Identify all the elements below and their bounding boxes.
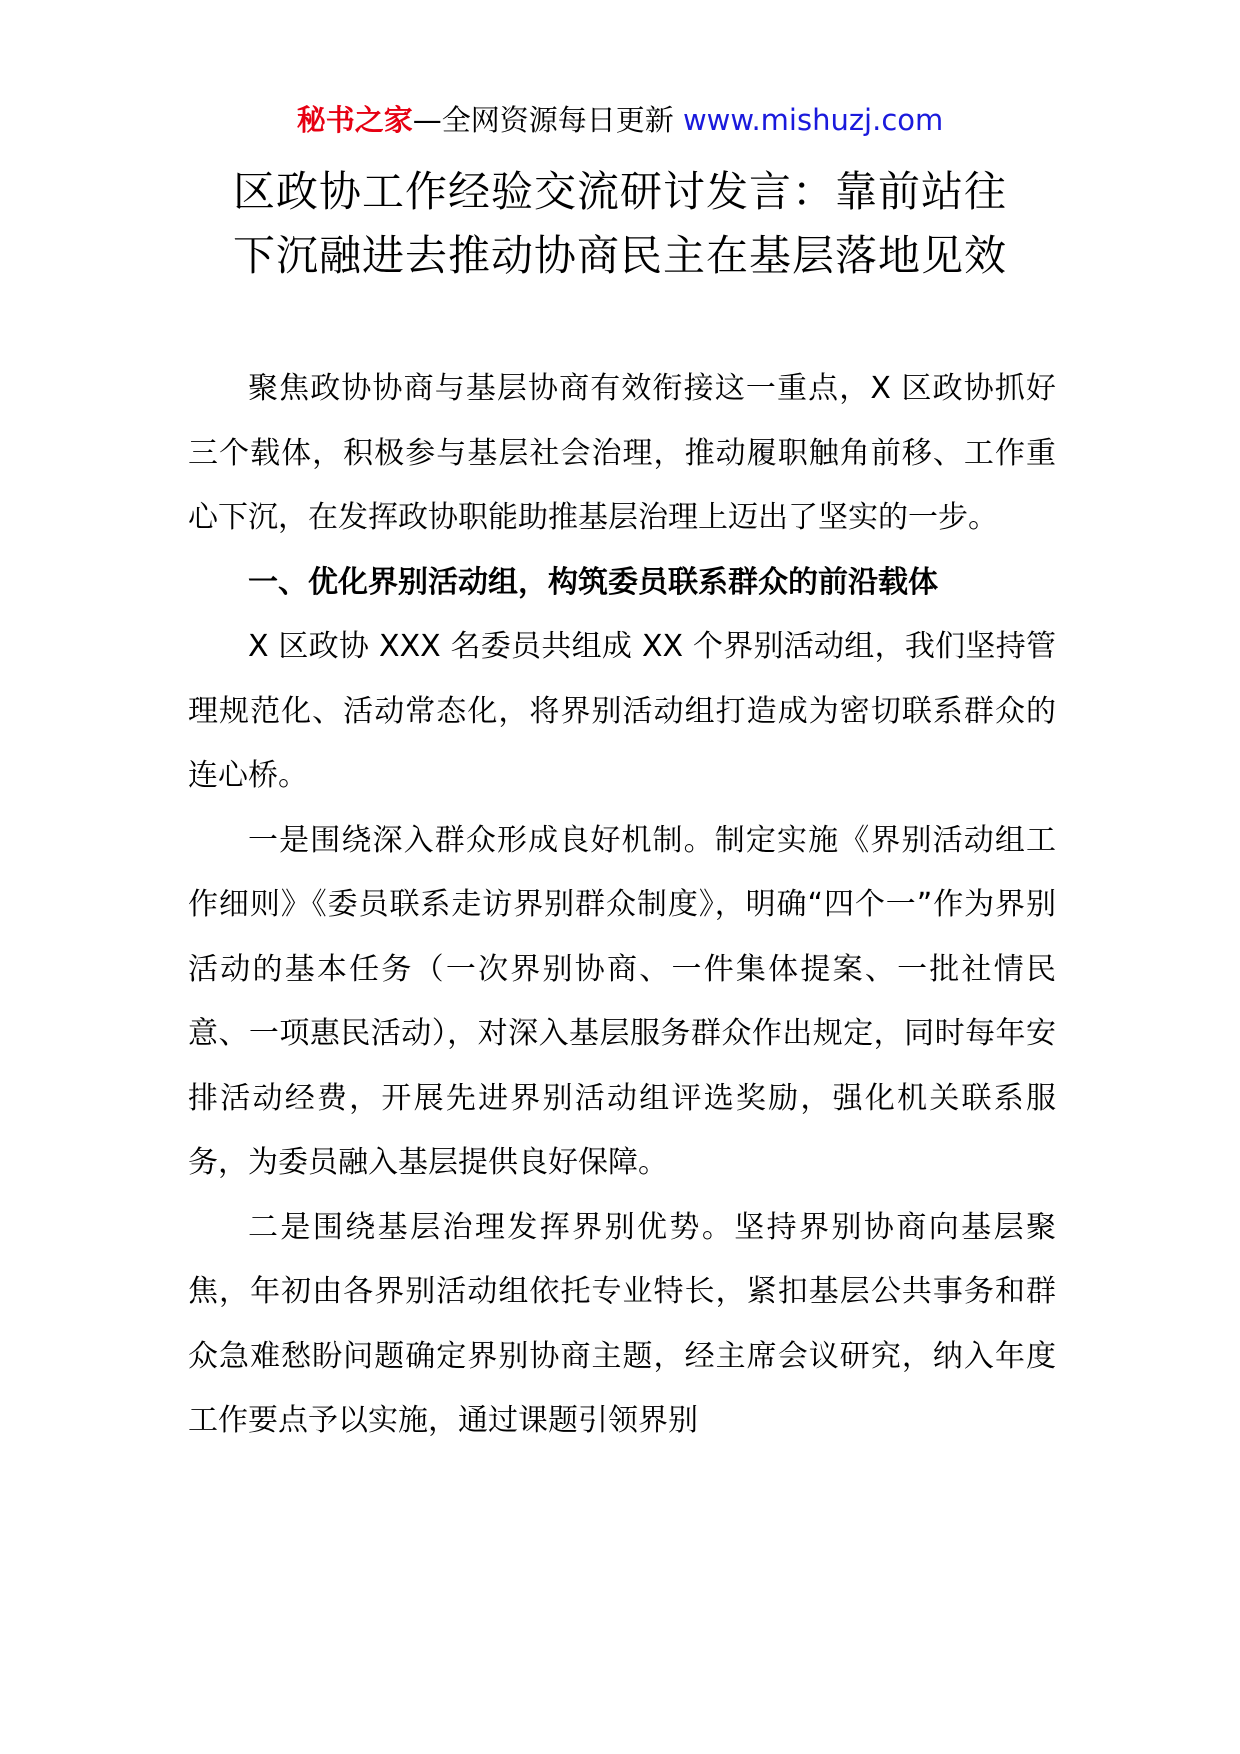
section-paragraph: X 区政协 XXX 名委员共组成 XX 个界别活动组，我们坚持管理规范化、活动常态化，将界别活动组打造成为密切联系群众的连心桥。 [188,629,1056,793]
site-url: www.mishuzj.com [682,103,944,137]
site-header [0,100,1240,140]
title-line-2: 下沉融进去推动协商民主在基层落地见效 [232,231,1007,280]
title-line-1: 区政协工作经验交流研讨发言：靠前站往 [232,167,1007,216]
header-tagline: —全网资源每日更新 [412,103,683,137]
document-body [188,357,1056,1454]
document-title [150,160,1090,288]
section-heading: 一、优化界别活动组，构筑委员联系群众的前沿载体 [248,564,938,600]
point-two-paragraph: 二是围绕基层治理发挥界别优势。坚持界别协商向基层聚焦，年初由各界别活动组依托专业特长，紧扣基层公共事务和群众急难愁盼问题确定界别协商主题，经主席会议研究，纳入年度工作要点予以实施，通过课题引领界别 [188,1209,1056,1438]
point-one-paragraph: 一是围绕深入群众形成良好机制。制定实施《界别活动组工作细则》《委员联系走访界别群众制度》，明确“四个一”作为界别活动的基本任务（一次界别协商、一件集体提案、一批社情民意、一项惠民活动），对深入基层服务群众作出规定，同时每年安排活动经费，开展先进界别活动组评选奖励，强化机关联系服务，为委员融入基层提供良好保障。 [188,822,1056,1180]
brand-name: 秘书之家 [296,103,413,137]
intro-paragraph: 聚焦政协协商与基层协商有效衔接这一重点，X 区政协抓好三个载体，积极参与基层社会治理，推动履职触角前移、工作重心下沉，在发挥政协职能助推基层治理上迈出了坚实的一步。 [188,371,1056,535]
